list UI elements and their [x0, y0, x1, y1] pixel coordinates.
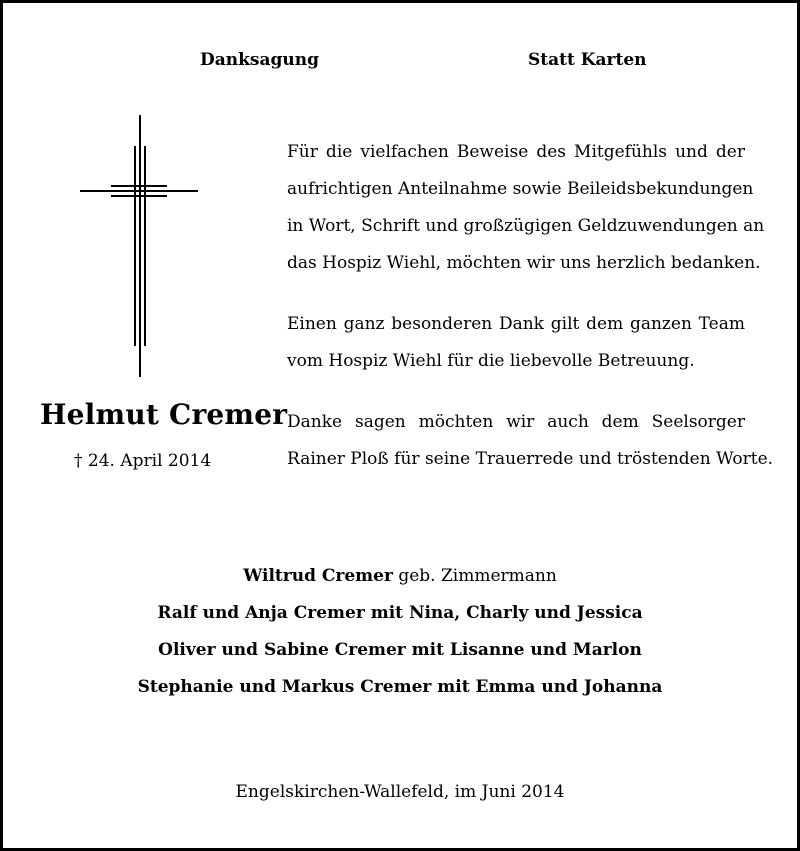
place-and-date: Engelskirchen-Wallefeld, im Juni 2014: [235, 782, 565, 802]
message-paragraph-1: [287, 134, 765, 282]
text-line: aufrichtigen Anteilnahme sowie Beileidsbekundungen: [287, 179, 754, 199]
family-line-4: Stephanie und Markus Cremer mit Emma und Johanna: [137, 677, 663, 697]
family-line-3: Oliver und Sabine Cremer mit Lisanne und Marlon: [158, 640, 642, 660]
text-line: Einen ganz besonderen Dank gilt dem ganzen Team: [287, 314, 745, 334]
family-line-2: Ralf und Anja Cremer mit Nina, Charly und Jessica: [157, 603, 643, 623]
death-date: † 24. April 2014: [74, 451, 212, 471]
message-paragraph-3: [287, 404, 774, 478]
family-birth-name: geb. Zimmermann: [392, 566, 557, 586]
text-line: Rainer Ploß für seine Trauerrede und tröstenden Worte.: [287, 449, 774, 469]
family-name-wiltrud: Wiltrud Cremer: [243, 566, 393, 586]
text-line: in Wort, Schrift und großzügigen Geldzuwendungen an: [287, 216, 765, 236]
deceased-name: Helmut Cremer: [40, 398, 288, 431]
heading-danksagung: Danksagung: [200, 50, 319, 70]
cross-icon: [80, 115, 198, 377]
text-line: vom Hospiz Wiehl für die liebevolle Betreuung.: [287, 351, 695, 371]
message-paragraph-2: [287, 306, 745, 380]
text-line: das Hospiz Wiehl, möchten wir uns herzlich bedanken.: [287, 253, 761, 273]
family-line-1: [0, 558, 800, 595]
text-line: Danke sagen möchten wir auch dem Seelsorger: [287, 412, 745, 432]
heading-statt-karten: Statt Karten: [528, 50, 647, 70]
family-signatures: [0, 558, 800, 706]
text-line: Für die vielfachen Beweise des Mitgefühls und der: [287, 142, 745, 162]
